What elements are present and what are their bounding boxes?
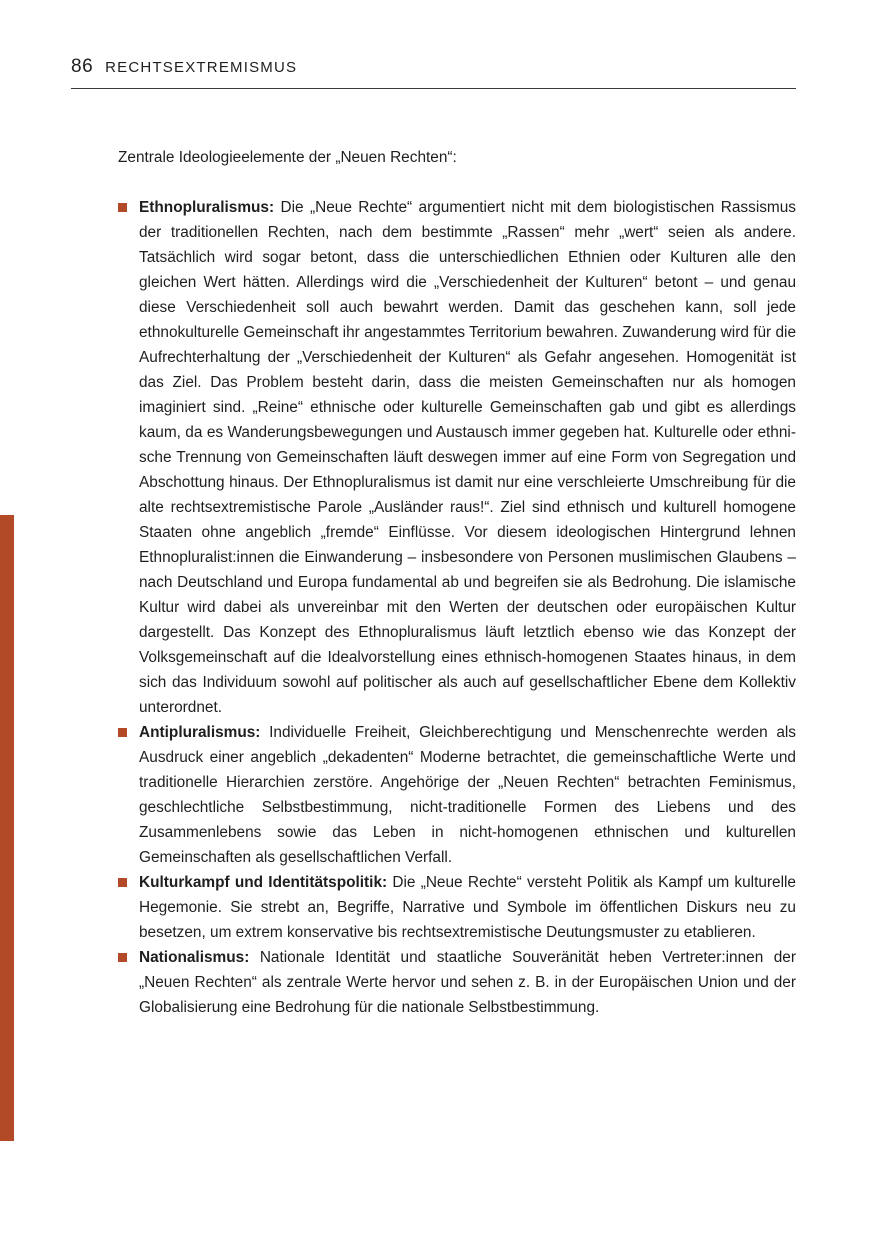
bullet-term: Antipluralismus: (139, 724, 261, 741)
chapter-edge-bar (0, 515, 14, 1141)
list-item (118, 945, 796, 1020)
bullet-text: Nationale Identität und staatliche Souveränität heben Vertreter:innen der „Neuen Rechten“ als zentrale Werte hervor und sehen z. B. in der Europäischen Union und der Globalisierung eine Bedrohung für die nationale Selbstbestimmung. (139, 949, 796, 1016)
running-title: RECHTSEXTREMISMUS (105, 59, 298, 76)
square-bullet-icon (118, 203, 127, 212)
bullet-text: Die „Neue Rechte“ versteht Politik als Kampf um kulturelle Hegemonie. Sie strebt an, Begriffe, Narrative und Symbole im öffentlichen Diskurs neu zu besetzen, um extrem konservative bis rechtsextremistische Deutungsmuster zu etablieren. (139, 874, 796, 941)
page-header (71, 56, 796, 89)
bullet-term: Ethnopluralismus: (139, 199, 275, 216)
bullet-term: Kulturkampf und Identitätspolitik: (139, 874, 388, 891)
square-bullet-icon (118, 878, 127, 887)
bullet-text: Individuelle Freiheit, Gleichberechtigung und Menschenrechte werden als Ausdruck einer angeblich „dekadenten“ Moderne betrachtet, die gemeinschaftliche Werte und traditionelle Hierarchien zerstöre. Angehörige der „Neuen Rechten“ betrachten Feminismus, geschlechtliche Selbstbestimmung, nicht-traditionelle Formen des Liebens und des Zusammenlebens sowie das Leben in nicht-homogenen ethnischen und kulturellen Gemeinschaften als gesellschaftlichen Verfall. (139, 724, 796, 866)
square-bullet-icon (118, 728, 127, 737)
main-content (118, 145, 796, 1020)
bullet-text: Die „Neue Rechte“ argumentiert nicht mit dem biologistischen Rassismus der traditionellen Rechten, nach dem bestimmte „Rassen“ mehr „wert“ seien als andere. Tatsächlich wird sogar betont, dass die unterschiedlichen Ethnien oder Kulturen alle den gleichen Wert hätten. Allerdings wird die „Verschiedenheit der Kulturen“ betont – und genau diese Verschiedenheit soll auch bewahrt werden. Damit das geschehen kann, soll jede ethnokulturelle Gemeinschaft ihr angestammtes Territorium bewahren. Zuwanderung wird für die Aufrechterhaltung der „Verschiedenheit der Kulturen“ als Gefahr angesehen. Homogenität ist das Ziel. Das Problem besteht darin, dass die meisten Gemeinschaften nur als homogen imaginiert sind. „Reine“ ethnische oder kulturelle Gemeinschaften gab und gibt es allerdings kaum, da es Wanderungsbewegungen und Austausch immer gegeben hat. Kulturelle oder ethnische Trennung von Gemeinschaften läuft deswegen immer auf eine Form von Segregation und Abschottung hinaus. Der Ethnopluralismus ist damit nur eine verschleierte Umschreibung für die alte rechtsextremistische Parole „Ausländer raus!“. Ziel sind ethnisch und kulturell homogene Staaten ohne angeblich „fremde“ Einflüsse. Vor diesem ideologischen Hintergrund lehnen Ethnopluralist:innen die Einwanderung – insbesondere von Personen muslimischen Glaubens – nach Deutschland und Europa fundamental ab und begreifen sie als Bedrohung. Die islamische Kultur wird dabei als unvereinbar mit den Werten der deutschen oder europäischen Kultur dargestellt. Das Konzept des Ethnopluralismus läuft letztlich ebenso wie das Konzept der Volksgemeinschaft auf die Idealvorstellung eines ethnisch-homogenen Staates hinaus, in dem sich das Individuum sowohl auf politischer als auch auf gesellschaftlicher Ebene dem Kollektiv unterordnet. (139, 199, 797, 716)
bullet-list (118, 195, 796, 1020)
list-item (118, 720, 796, 870)
list-item (118, 195, 796, 720)
intro-paragraph: Zentrale Ideologieelemente der „Neuen Rechten“: (118, 149, 457, 166)
square-bullet-icon (118, 953, 127, 962)
list-item (118, 870, 796, 945)
bullet-term: Nationalismus: (139, 949, 250, 966)
page-number: 86 (71, 56, 94, 77)
